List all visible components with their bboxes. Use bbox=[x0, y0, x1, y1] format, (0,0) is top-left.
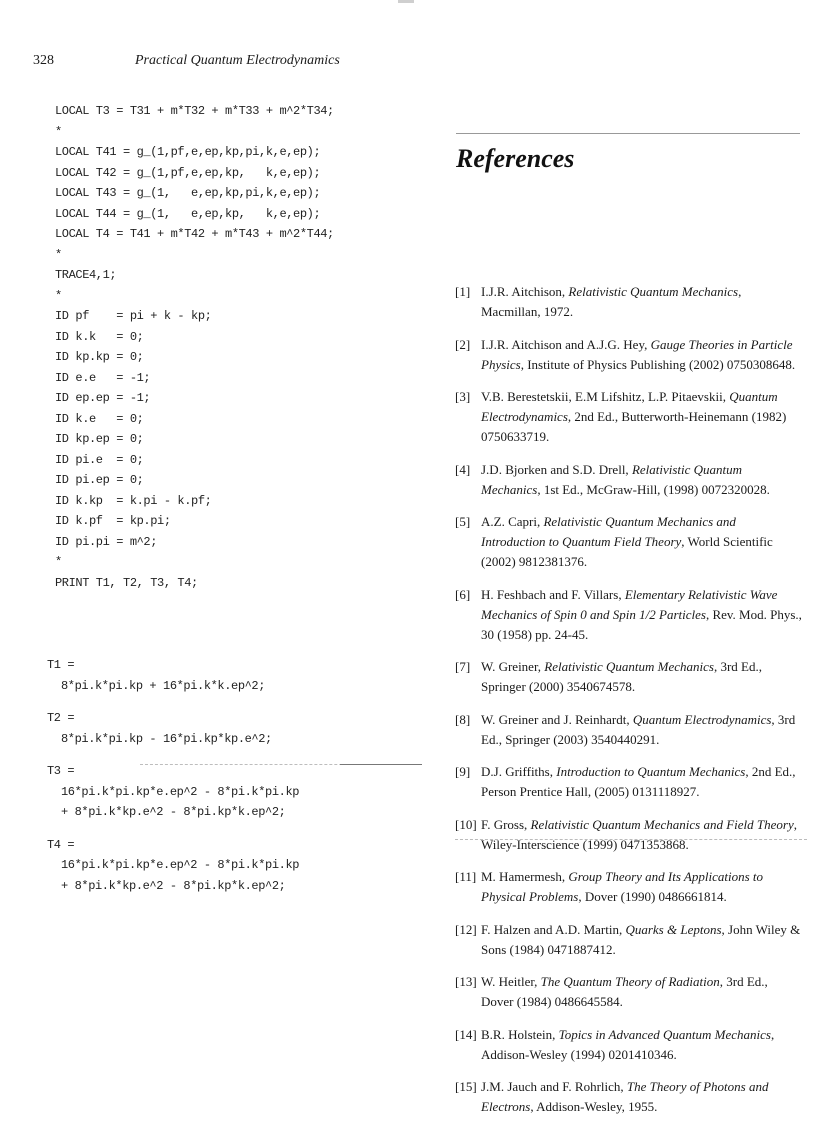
reference-number: [6] bbox=[455, 586, 471, 602]
reference-item bbox=[455, 1025, 803, 1065]
reference-title: Elementary Relativistic Wave Mechanics of Spin 0 and Spin 1/2 Particles bbox=[481, 586, 778, 622]
reference-item bbox=[455, 710, 803, 750]
reference-publication: , 3rd Ed., Dover (1984) 0486645584. bbox=[481, 974, 768, 1009]
reference-title: Quarks & Leptons bbox=[625, 921, 722, 937]
reference-authors: H. Feshbach and F. Villars, bbox=[481, 586, 625, 602]
reference-item bbox=[455, 920, 803, 960]
reference-text bbox=[481, 460, 803, 500]
reference-publication: , Macmillan, 1972. bbox=[481, 284, 742, 319]
code-line: ID k.k = 0; bbox=[55, 329, 144, 344]
output-group bbox=[47, 655, 427, 696]
reference-item bbox=[455, 815, 803, 855]
reference-publication: , Addison-Wesley, 1955. bbox=[530, 1099, 658, 1114]
code-line: ID pi.e = 0; bbox=[55, 452, 144, 467]
reference-number: [13] bbox=[455, 974, 477, 989]
reference-number: [15] bbox=[455, 1079, 477, 1094]
output-label: T3 = bbox=[47, 764, 75, 778]
reference-authors: A.Z. Capri, bbox=[481, 514, 544, 529]
scan-mark bbox=[398, 0, 414, 3]
reference-publication: , John Wiley & Sons (1984) 0471887412. bbox=[481, 921, 801, 957]
reference-authors: J.M. Jauch and F. Rohrlich, bbox=[481, 1079, 627, 1094]
reference-item bbox=[455, 867, 803, 907]
code-line: LOCAL T44 = g_(1, e,ep,kp, k,e,ep); bbox=[55, 206, 321, 221]
reference-number: [11] bbox=[455, 869, 477, 884]
chapter-rule bbox=[456, 133, 800, 134]
output-label: T2 = bbox=[47, 711, 75, 725]
reference-publication: , World Scientific (2002) 9812381376. bbox=[481, 534, 773, 569]
reference-text bbox=[481, 1025, 803, 1065]
code-line: ID kp.ep = 0; bbox=[55, 432, 144, 446]
reference-text bbox=[481, 972, 803, 1012]
reference-number: [4] bbox=[455, 461, 471, 477]
output-expression: 16*pi.k*pi.kp*e.ep^2 - 8*pi.k*pi.kp bbox=[61, 858, 300, 872]
reference-authors: W. Heitler, bbox=[481, 974, 541, 989]
output-expression: 8*pi.k*pi.kp + 16*pi.k*k.ep^2; bbox=[61, 678, 266, 693]
output-expression: 16*pi.k*pi.kp*e.ep^2 - 8*pi.k*pi.kp bbox=[61, 784, 300, 799]
code-line: * bbox=[55, 288, 62, 303]
code-line: LOCAL T41 = g_(1,pf,e,ep,kp,pi,k,e,ep); bbox=[55, 145, 321, 159]
output-expression: + 8*pi.k*kp.e^2 - 8*pi.kp*k.ep^2; bbox=[61, 805, 286, 819]
code-line: ID e.e = -1; bbox=[55, 370, 151, 385]
reference-number: [12] bbox=[455, 921, 477, 937]
output-group bbox=[47, 761, 427, 823]
code-line: LOCAL T43 = g_(1, e,ep,kp,pi,k,e,ep); bbox=[55, 186, 321, 200]
reference-publication: , Dover (1990) 0486661814. bbox=[578, 889, 727, 904]
reference-title: The Quantum Theory of Radiation bbox=[540, 974, 720, 989]
reference-publication: , Institute of Physics Publishing (2002) 0750308648. bbox=[520, 356, 796, 372]
reference-publication: , 2nd Ed., Butterworth-Heinemann (1982) 0750633719. bbox=[481, 409, 787, 444]
reference-list bbox=[455, 282, 803, 1130]
output-group bbox=[47, 708, 427, 749]
reference-authors: D.J. Griffiths, bbox=[481, 764, 557, 779]
code-line: TRACE4,1; bbox=[55, 268, 117, 282]
reference-number: [9] bbox=[455, 764, 471, 779]
reference-item bbox=[455, 512, 803, 572]
code-line: LOCAL T42 = g_(1,pf,e,ep,kp, k,e,ep); bbox=[55, 165, 321, 180]
code-line: ID pf = pi + k - kp; bbox=[55, 309, 212, 323]
output-label: T1 = bbox=[47, 658, 75, 672]
reference-text bbox=[481, 585, 803, 645]
page-number: 328 bbox=[33, 53, 54, 68]
reference-title: Topics in Advanced Quantum Mechanics bbox=[558, 1026, 771, 1042]
reference-number: [14] bbox=[455, 1026, 477, 1042]
running-head: Practical Quantum Electrodynamics bbox=[135, 53, 340, 68]
code-line: PRINT T1, T2, T3, T4; bbox=[55, 575, 198, 590]
reference-title: Gauge Theories in Particle Physics bbox=[481, 336, 793, 372]
form-output bbox=[47, 655, 427, 908]
reference-item bbox=[455, 282, 803, 322]
code-line: ID k.e = 0; bbox=[55, 411, 144, 426]
reference-authors: V.B. Berestetskii, E.M Lifshitz, L.P. Pitaevskii, bbox=[481, 389, 730, 404]
reference-publication: , 1st Ed., McGraw-Hill, (1998) 0072320028. bbox=[537, 481, 770, 497]
chapter-title: References bbox=[456, 144, 575, 173]
reference-number: [7] bbox=[455, 659, 471, 674]
reference-item bbox=[455, 657, 803, 697]
reference-number: [3] bbox=[455, 389, 471, 404]
reference-number: [10] bbox=[455, 816, 477, 832]
reference-title: Relativistic Quantum Mechanics bbox=[544, 659, 714, 674]
reference-publication: , Addison-Wesley (1994) 0201410346. bbox=[481, 1026, 775, 1062]
reference-authors: F. Halzen and A.D. Martin, bbox=[481, 921, 626, 937]
output-expression: 8*pi.k*pi.kp - 16*pi.kp*kp.e^2; bbox=[61, 731, 272, 746]
reference-title: Relativistic Quantum Mechanics bbox=[481, 461, 743, 497]
reference-title: Quantum Electrodynamics bbox=[481, 389, 778, 424]
code-line: ID k.pf = kp.pi; bbox=[55, 514, 171, 528]
reference-title: Group Theory and Its Applications to Physical Problems bbox=[481, 869, 764, 904]
reference-item bbox=[455, 335, 803, 375]
output-expression: + 8*pi.k*kp.e^2 - 8*pi.kp*k.ep^2; bbox=[61, 878, 286, 893]
reference-publication: , Wiley-Interscience (1999) 0471353868. bbox=[481, 816, 797, 852]
reference-item bbox=[455, 585, 803, 645]
reference-text bbox=[481, 387, 803, 447]
reference-text bbox=[481, 867, 803, 907]
reference-text bbox=[481, 815, 803, 855]
reference-authors: W. Greiner, bbox=[481, 659, 545, 674]
reference-item bbox=[455, 460, 803, 500]
reference-publication: , 3rd Ed., Springer (2003) 3540440291. bbox=[481, 711, 796, 747]
scan-rule-solid bbox=[340, 764, 422, 765]
reference-number: [1] bbox=[455, 284, 471, 299]
reference-title: The Theory of Photons and Electrons bbox=[481, 1079, 769, 1114]
reference-title: Introduction to Quantum Mechanics bbox=[556, 764, 746, 779]
code-line: * bbox=[55, 555, 62, 569]
reference-text bbox=[481, 762, 803, 802]
reference-item bbox=[455, 762, 803, 802]
code-line: ID pi.ep = 0; bbox=[55, 473, 144, 487]
reference-title: Relativistic Quantum Mechanics bbox=[568, 284, 739, 299]
reference-number: [2] bbox=[455, 336, 471, 352]
code-line: ID ep.ep = -1; bbox=[55, 391, 151, 405]
reference-text bbox=[481, 1077, 803, 1117]
code-line: * bbox=[55, 124, 62, 139]
reference-item bbox=[455, 387, 803, 447]
reference-title: Relativistic Quantum Mechanics and Introduction to Quantum Field Theory bbox=[481, 514, 736, 549]
reference-item bbox=[455, 972, 803, 1012]
reference-authors: W. Greiner and J. Reinhardt, bbox=[481, 711, 633, 727]
code-line: ID kp.kp = 0; bbox=[55, 350, 144, 364]
reference-title: Quantum Electrodynamics bbox=[632, 711, 772, 727]
reference-authors: I.J.R. Aitchison, bbox=[481, 284, 569, 299]
code-line: LOCAL T4 = T41 + m*T42 + m*T43 + m^2*T44; bbox=[55, 227, 334, 241]
reference-item bbox=[455, 1077, 803, 1117]
reference-publication: , 2nd Ed., Person Prentice Hall, (2005) 0131118927. bbox=[481, 764, 796, 799]
reference-number: [5] bbox=[455, 514, 471, 529]
code-line: ID pi.pi = m^2; bbox=[55, 534, 158, 549]
code-line: * bbox=[55, 247, 62, 262]
code-line: LOCAL T3 = T31 + m*T32 + m*T33 + m^2*T34; bbox=[55, 104, 334, 118]
output-group bbox=[47, 835, 427, 897]
reference-title: Relativistic Quantum Mechanics and Field Theory bbox=[530, 816, 794, 832]
output-label: T4 = bbox=[47, 837, 75, 852]
reference-text bbox=[481, 335, 803, 375]
reference-number: [8] bbox=[455, 711, 471, 727]
reference-text bbox=[481, 282, 803, 322]
reference-text bbox=[481, 512, 803, 572]
reference-authors: F. Gross, bbox=[481, 816, 531, 832]
reference-publication: , 3rd Ed., Springer (2000) 3540674578. bbox=[481, 659, 762, 694]
reference-text bbox=[481, 710, 803, 750]
reference-text bbox=[481, 657, 803, 697]
reference-authors: B.R. Holstein, bbox=[481, 1026, 559, 1042]
reference-authors: I.J.R. Aitchison and A.J.G. Hey, bbox=[481, 336, 651, 352]
reference-authors: J.D. Bjorken and S.D. Drell, bbox=[481, 461, 632, 477]
reference-publication: , Rev. Mod. Phys., 30 (1958) pp. 24-45. bbox=[481, 606, 802, 642]
reference-text bbox=[481, 920, 803, 960]
code-line: ID k.kp = k.pi - k.pf; bbox=[55, 493, 212, 508]
form-code-listing bbox=[55, 101, 425, 593]
reference-authors: M. Hamermesh, bbox=[481, 869, 569, 884]
